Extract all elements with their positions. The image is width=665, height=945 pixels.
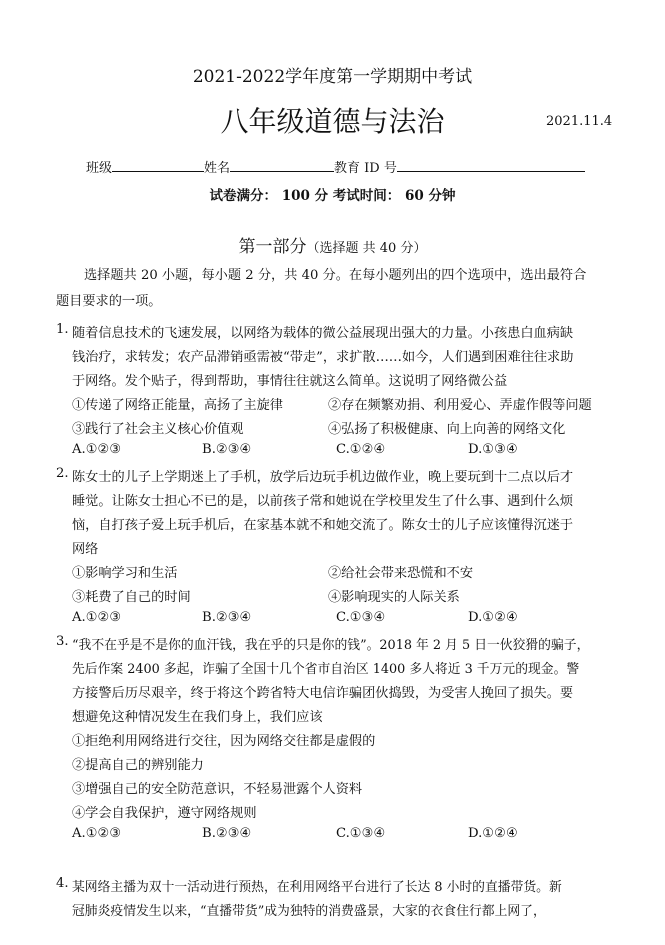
question-text: 先后作案 2400 多起，诈骗了全国十几个省市自治区 1400 多人将近 3 千万元的现金。警 (72, 662, 580, 677)
id-field[interactable] (397, 159, 585, 172)
answer-choice-c[interactable]: C.①③④ (336, 610, 386, 625)
question-text: 钱治疗，求转发；农产品滞销亟需被“带走”，求扩散……如今，人们遇到困难往往求助 (72, 350, 574, 365)
name-field[interactable] (230, 159, 334, 172)
question-text: 冠肺炎疫情发生以来，“直播带货”成为独特的消费盛景，大家的衣食住行都上网了， (72, 904, 546, 919)
answer-choice-d[interactable]: D.①②④ (468, 610, 518, 625)
question-text: 想避免这种情况发生在我们身上，我们应该 (72, 710, 323, 725)
option-item: ④弘扬了积极健康、向上向善的网络文化 (328, 422, 566, 437)
option-item: ①影响学习和生活 (72, 566, 178, 581)
section-heading (0, 232, 665, 257)
section-subtitle: （选择题 共 40 分） (306, 241, 427, 256)
class-label: 班级 (86, 161, 113, 176)
id-label: 教育 ID 号 (334, 161, 397, 176)
option-item: ②存在频繁劝捐、利用爱心、弄虚作假等问题 (328, 398, 592, 413)
question-number: 4. (56, 876, 69, 891)
answer-choice-a[interactable]: A.①②③ (72, 442, 122, 457)
option-item: ②提高自己的辨别能力 (72, 758, 204, 773)
answer-choice-a[interactable]: A.①②③ (72, 610, 122, 625)
question-text: 网络 (72, 542, 99, 557)
answer-choice-b[interactable]: B.②③④ (202, 610, 252, 625)
instruction-line-1: 选择题共 20 小题，每小题 2 分，共 40 分。在每小题列出的四个选项中，选出最符合 (84, 268, 587, 283)
answer-choice-d[interactable]: D.①③④ (468, 442, 518, 457)
option-item: ④影响现实的人际关系 (328, 590, 460, 605)
subject-title: 八年级道德与法治 (220, 105, 445, 138)
answer-choice-a[interactable]: A.①②③ (72, 826, 122, 841)
score-info: 试卷满分： 100 分 考试时间： 60 分钟 (209, 188, 456, 204)
option-item: ③耗费了自己的时间 (72, 590, 191, 605)
question-number: 2. (56, 466, 69, 481)
student-info-row (86, 157, 585, 176)
instruction-line-2: 题目要求的一项。 (56, 294, 162, 309)
question-text: “我不在乎是不是你的血汗钱，我在乎的只是你的钱”。2018 年 2 月 5 日一伙狡猾的骗子， (72, 638, 590, 653)
question-text: 方接警后历尽艰辛，终于将这个跨省特大电信诈骗团伙捣毁，为受害人挽回了损失。要 (72, 686, 574, 701)
section-title: 第一部分 (238, 237, 307, 257)
exam-title: 2021-2022学年度第一学期期中考试 (192, 67, 473, 87)
answer-choice-c[interactable]: C.①③④ (336, 826, 386, 841)
answer-choice-b[interactable]: B.②③④ (202, 442, 252, 457)
answer-choice-c[interactable]: C.①②④ (336, 442, 386, 457)
option-item: ①传递了网络正能量，高扬了主旋律 (72, 398, 283, 413)
question-text: 随着信息技术的飞速发展，以网络为载体的微公益展现出强大的力量。小孩患白血病缺 (72, 326, 574, 341)
question-text: 睡觉。让陈女士担心不已的是，以前孩子常和她说在学校里发生了什么事、遇到什么烦 (72, 494, 574, 509)
option-item: ①拒绝利用网络进行交往，因为网络交往都是虚假的 (72, 734, 376, 749)
name-label: 姓名 (204, 161, 231, 176)
option-item: ③践行了社会主义核心价值观 (72, 422, 244, 437)
question-text: 陈女士的儿子上学期迷上了手机，放学后边玩手机边做作业，晚上要玩到十二点以后才 (72, 470, 574, 485)
class-field[interactable] (112, 159, 204, 172)
question-number: 3. (56, 634, 69, 649)
question-text: 某网络主播为双十一活动进行预热，在利用网络平台进行了长达 8 小时的直播带货。新 (72, 880, 562, 895)
option-item: ③增强自己的安全防范意识，不轻易泄露个人资料 (72, 782, 363, 797)
question-text: 恼，自打孩子爱上玩手机后，在家基本就不和她交流了。陈女士的儿子应该懂得沉迷于 (72, 518, 574, 533)
question-number: 1. (56, 322, 69, 337)
answer-choice-b[interactable]: B.②③④ (202, 826, 252, 841)
question-text: 于网络。发个贴子，得到帮助，事情往往就这么简单。这说明了网络微公益 (72, 374, 508, 389)
option-item: ④学会自我保护，遵守网络规则 (72, 806, 257, 821)
option-item: ②给社会带来恐慌和不安 (328, 566, 474, 581)
answer-choice-d[interactable]: D.①②④ (468, 826, 518, 841)
exam-date: 2021.11.4 (546, 114, 613, 129)
